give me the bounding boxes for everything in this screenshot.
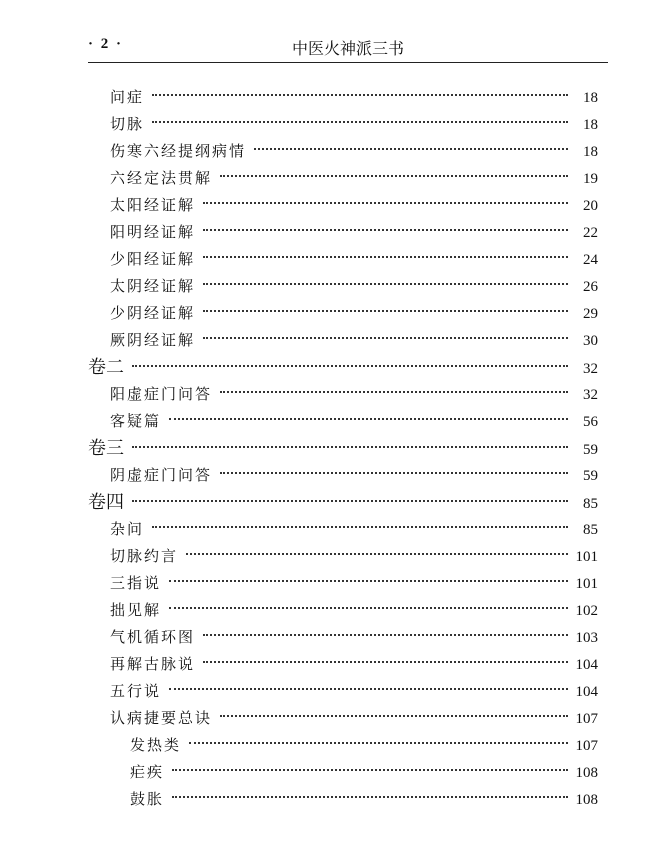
toc-entry bbox=[88, 732, 598, 759]
dot-leader bbox=[152, 526, 568, 528]
toc-entry-page: 107 bbox=[575, 711, 598, 727]
dot-leader bbox=[132, 365, 568, 367]
dot-leader bbox=[203, 283, 568, 285]
toc-entry bbox=[88, 381, 598, 408]
dot-leader bbox=[169, 607, 567, 609]
toc-entry bbox=[88, 192, 598, 219]
dot-leader bbox=[254, 148, 568, 150]
toc-entry-title: 太阴经证解 bbox=[110, 277, 196, 295]
toc-entry-page: 107 bbox=[575, 738, 598, 754]
toc-entry-page: 26 bbox=[583, 279, 598, 295]
toc-entry-title: 六经定法贯解 bbox=[110, 169, 213, 187]
toc-entry-title: 伤寒六经提纲病情 bbox=[110, 142, 247, 160]
toc-entry bbox=[88, 300, 598, 327]
toc-entry-title: 太阳经证解 bbox=[110, 196, 196, 214]
toc-entry-title: 客疑篇 bbox=[110, 412, 162, 430]
toc-entry-page: 32 bbox=[583, 361, 598, 377]
toc-entry-title: 鼓胀 bbox=[130, 790, 165, 808]
dot-leader bbox=[203, 634, 567, 636]
toc-entry-page: 24 bbox=[583, 252, 598, 268]
toc-entry-page: 22 bbox=[583, 225, 598, 241]
toc-entry bbox=[88, 219, 598, 246]
toc-entry-page: 19 bbox=[583, 171, 598, 187]
toc-entry-page: 101 bbox=[575, 549, 598, 565]
toc-entry-title: 少阳经证解 bbox=[110, 250, 196, 268]
toc-entry bbox=[88, 759, 598, 786]
toc-entry bbox=[88, 408, 598, 435]
toc-entry bbox=[88, 597, 598, 624]
toc-entry-page: 104 bbox=[575, 657, 598, 673]
dot-leader bbox=[169, 418, 568, 420]
toc-entry-title: 气机循环图 bbox=[110, 628, 196, 646]
toc-entry-title: 认病捷要总诀 bbox=[110, 709, 213, 727]
toc-entry-title: 切脉约言 bbox=[110, 547, 179, 565]
dot-leader bbox=[186, 553, 567, 555]
toc-entry-title: 发热类 bbox=[130, 736, 182, 754]
dot-leader bbox=[220, 391, 568, 393]
toc-entry-page: 56 bbox=[583, 414, 598, 430]
toc-entry-title: 阴虚症门问答 bbox=[110, 466, 213, 484]
dot-leader bbox=[220, 472, 568, 474]
toc-entry-page: 104 bbox=[575, 684, 598, 700]
toc-entry bbox=[88, 327, 598, 354]
toc-entry bbox=[88, 624, 598, 651]
table-of-contents bbox=[88, 84, 598, 813]
dot-leader bbox=[203, 661, 567, 663]
book-title: 中医火神派三书 bbox=[291, 39, 404, 58]
page-number: · 2 · bbox=[88, 36, 124, 52]
toc-entry-page: 108 bbox=[575, 792, 598, 808]
toc-entry bbox=[88, 138, 598, 165]
toc-entry bbox=[88, 246, 598, 273]
toc-entry bbox=[88, 678, 598, 705]
toc-entry-title: 切脉 bbox=[110, 115, 145, 133]
dot-leader bbox=[169, 580, 567, 582]
toc-entry-title: 再解古脉说 bbox=[110, 655, 196, 673]
toc-entry-page: 29 bbox=[583, 306, 598, 322]
toc-entry-title: 阳明经证解 bbox=[110, 223, 196, 241]
toc-entry-page: 102 bbox=[575, 603, 598, 619]
toc-entry bbox=[88, 705, 598, 732]
toc-entry-page: 59 bbox=[583, 468, 598, 484]
dot-leader bbox=[172, 796, 567, 798]
toc-entry-title: 杂问 bbox=[110, 520, 145, 538]
toc-entry-page: 59 bbox=[583, 442, 598, 458]
dot-leader bbox=[152, 94, 568, 96]
toc-entry-title: 卷二 bbox=[88, 357, 124, 378]
dot-leader bbox=[220, 715, 567, 717]
toc-entry bbox=[88, 570, 598, 597]
toc-entry-title: 疟疾 bbox=[130, 763, 165, 781]
toc-entry-page: 32 bbox=[583, 387, 598, 403]
toc-section-heading bbox=[88, 489, 598, 516]
toc-entry-title: 少阴经证解 bbox=[110, 304, 196, 322]
toc-entry-page: 20 bbox=[583, 198, 598, 214]
toc-entry-page: 18 bbox=[583, 144, 598, 160]
toc-entry-title: 问症 bbox=[110, 88, 145, 106]
toc-entry bbox=[88, 273, 598, 300]
dot-leader bbox=[203, 229, 568, 231]
dot-leader bbox=[203, 256, 568, 258]
toc-entry bbox=[88, 543, 598, 570]
dot-leader bbox=[152, 121, 568, 123]
dot-leader bbox=[132, 446, 568, 448]
toc-entry bbox=[88, 165, 598, 192]
toc-entry-title: 卷四 bbox=[88, 492, 124, 513]
toc-entry-title: 三指说 bbox=[110, 574, 162, 592]
toc-entry-title: 拙见解 bbox=[110, 601, 162, 619]
dot-leader bbox=[203, 202, 568, 204]
dot-leader bbox=[169, 688, 567, 690]
dot-leader bbox=[189, 742, 567, 744]
toc-entry-page: 18 bbox=[583, 90, 598, 106]
page-header bbox=[88, 36, 608, 58]
dot-leader bbox=[203, 310, 568, 312]
toc-section-heading bbox=[88, 435, 598, 462]
dot-leader bbox=[220, 175, 568, 177]
dot-leader bbox=[203, 337, 568, 339]
toc-entry-page: 30 bbox=[583, 333, 598, 349]
toc-entry bbox=[88, 516, 598, 543]
toc-entry bbox=[88, 462, 598, 489]
toc-entry bbox=[88, 786, 598, 813]
toc-entry-page: 101 bbox=[575, 576, 598, 592]
toc-entry-page: 18 bbox=[583, 117, 598, 133]
dot-leader bbox=[132, 500, 568, 502]
toc-entry-page: 103 bbox=[575, 630, 598, 646]
toc-entry-page: 108 bbox=[575, 765, 598, 781]
toc-entry-title: 五行说 bbox=[110, 682, 162, 700]
toc-entry bbox=[88, 651, 598, 678]
toc-section-heading bbox=[88, 354, 598, 381]
dot-leader bbox=[172, 769, 567, 771]
toc-entry-title: 厥阴经证解 bbox=[110, 331, 196, 349]
toc-entry-title: 阳虚症门问答 bbox=[110, 385, 213, 403]
header-divider bbox=[88, 62, 608, 63]
toc-entry bbox=[88, 84, 598, 111]
toc-entry-page: 85 bbox=[583, 522, 598, 538]
toc-entry-page: 85 bbox=[583, 496, 598, 512]
toc-entry-title: 卷三 bbox=[88, 438, 124, 459]
toc-entry bbox=[88, 111, 598, 138]
